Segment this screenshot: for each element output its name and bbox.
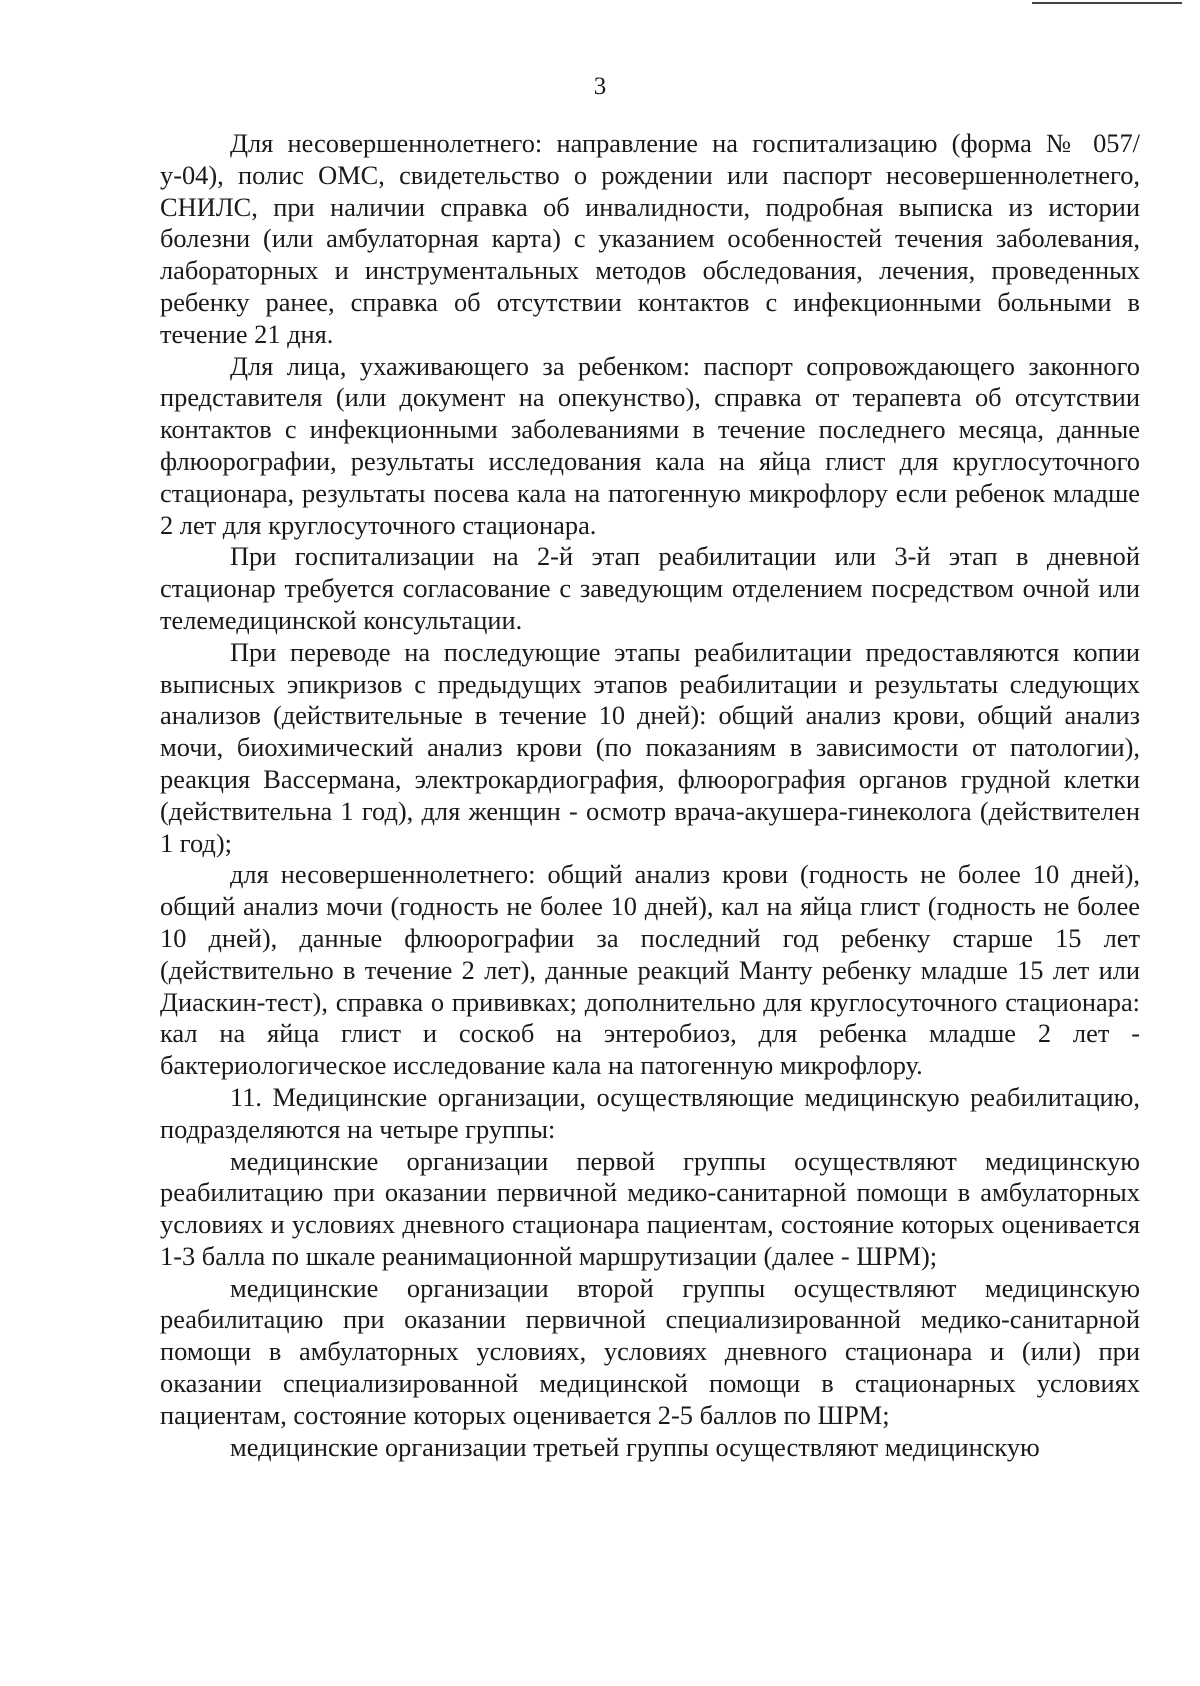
paragraph-minor-tests: для несовершеннолетнего: общий анализ крови (годность не более 10 дней), общий анализ мочи (годность не более 10 дней), кал на яйца глист (годность не более 10 дней), данные флюорографии за последний год ребенку старше 15 лет (действительно в течение 2 лет), данные реакций Манту ребенку младше 15 лет или Диаскин-тест), справка о прививках; дополнительно для круглосуточного стационара: кал на яйца глист и соскоб на энтеробиоз, для ребенка младше 2 лет - бактериологическое исследование кала на патогенную микрофлору.	[160, 859, 1140, 1081]
top-edge-rule	[1032, 2, 1182, 4]
document-body	[160, 128, 1140, 1463]
paragraph-caregiver-documents: Для лица, ухаживающего за ребенком: паспорт сопровождающего законного представителя (или документ на опекунство), справка от терапевта об отсутствии контактов с инфекционными заболеваниями в течение последнего месяца, данные флюорографии, результаты исследования кала на яйца глист для круглосуточного стационара, результаты посева кала на патогенную микрофлору если ребенок младше 2 лет для круглосуточного стационара.	[160, 350, 1140, 540]
paragraph-minor-documents: Для несовершеннолетнего: направление на госпитализацию (форма № 057/у-04), полис ОМС, свидетельство о рождении или паспорт несовершеннолетнего, СНИЛС, при наличии справка об инвалидности, подробная выписка из истории болезни (или амбулаторная карта) с указанием особенностей течения заболевания, лабораторных и инструментальных методов обследования, лечения, проведенных ребенку ранее, справка об отсутствии контактов с инфекционными больными в течение 21 дня.	[160, 128, 1140, 349]
paragraph-group-two: медицинские организации второй группы осуществляют медицинскую реабилитацию при оказании первичной специализированной медико-санитарной помощи в амбулаторных условиях, условиях дневного стационара и (или) при оказании специализированной медицинской помощи в стационарных условиях пациентам, состояние которых оценивается 2-5 баллов по ШРМ;	[160, 1272, 1140, 1430]
paragraph-transfer-requirements: При переводе на последующие этапы реабилитации предоставляются копии выписных эпикризов с предыдущих этапов реабилитации и результаты следующих анализов (действительные в течение 10 дней): общий анализ крови, общий анализ мочи, биохимический анализ крови (по показаниям в зависимости от патологии), реакция Вассермана, электрокардиография, флюорография органов грудной клетки (действительна 1 год), для женщин - осмотр врача-акушера-гинеколога (действителен 1 год);	[160, 636, 1140, 858]
paragraph-group-three: медицинские организации третьей группы осуществляют медицинскую	[230, 1431, 1040, 1462]
page-number: 3	[593, 73, 607, 100]
paragraph-section-11: 11. Медицинские организации, осуществляющие медицинскую реабилитацию, подразделяются на четыре группы:	[160, 1081, 1140, 1144]
paragraph-hospitalization-approval: При госпитализации на 2-й этап реабилитации или 3-й этап в дневной стационар требуется согласование с заведующим отделением посредством очной или телемедицинской консультации.	[160, 541, 1140, 635]
paragraph-group-one: медицинские организации первой группы осуществляют медицинскую реабилитацию при оказании первичной медико-санитарной помощи в амбулаторных условиях и условиях дневного стационара пациентам, состояние которых оценивается 1-3 балла по шкале реанимационной маршрутизации (далее - ШРМ);	[160, 1145, 1140, 1271]
